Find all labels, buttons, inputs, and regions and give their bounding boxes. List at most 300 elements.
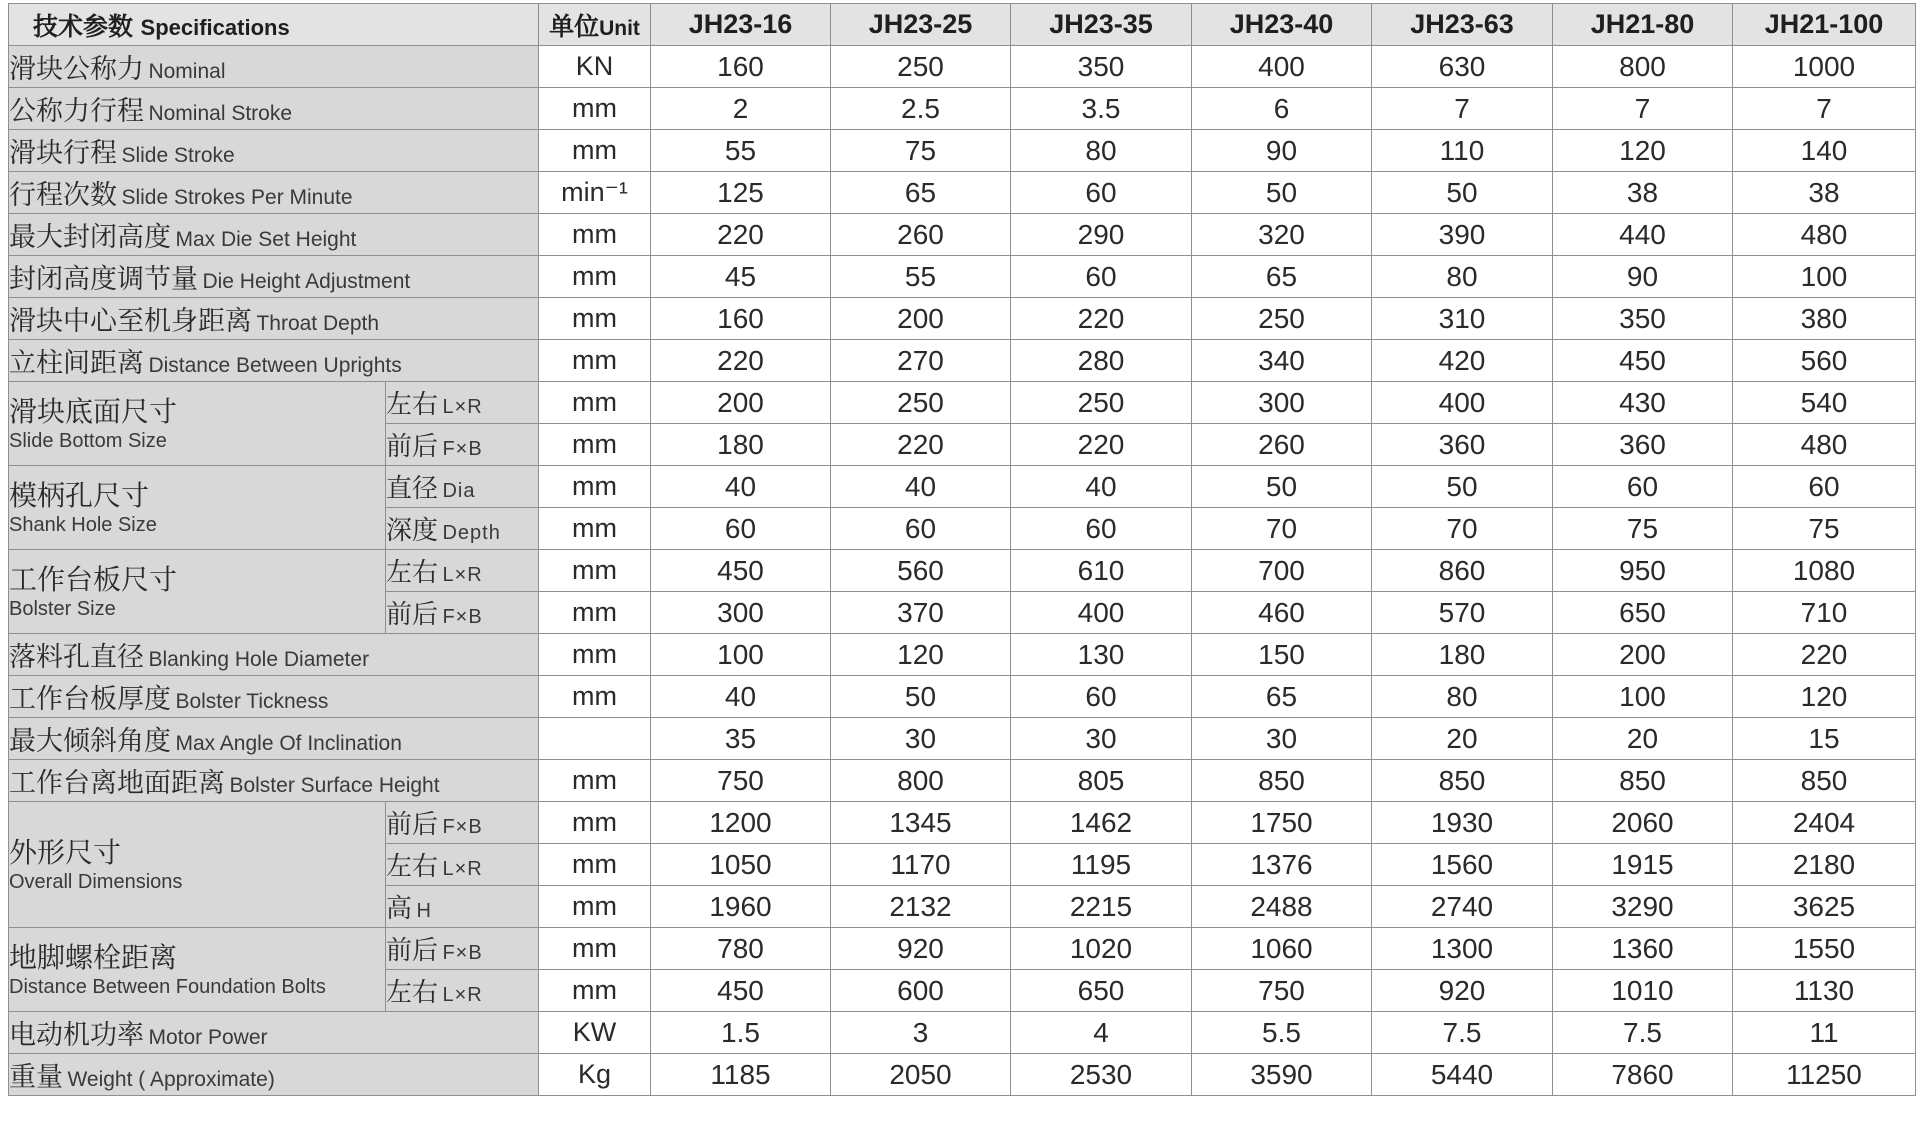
group-label (9, 466, 386, 550)
row-label-en: Bolster Surface Height (229, 774, 440, 797)
value-cell: 1060 (1192, 928, 1372, 970)
value-cell: 50 (1192, 466, 1372, 508)
value-cell: 7 (1733, 88, 1916, 130)
group-label (9, 382, 386, 466)
row-label-en: Max Angle Of Inclination (175, 732, 402, 755)
row-label-zh: 滑块行程 (9, 138, 117, 168)
value-cell: 1080 (1733, 550, 1916, 592)
value-cell: 3.5 (1011, 88, 1192, 130)
value-cell: 1550 (1733, 928, 1916, 970)
value-cell: 800 (831, 760, 1011, 802)
value-cell: 400 (1192, 46, 1372, 88)
group-label-zh: 地脚螺栓距离 (9, 941, 178, 973)
value-cell: 290 (1011, 214, 1192, 256)
value-cell: 570 (1372, 592, 1553, 634)
value-cell: 15 (1733, 718, 1916, 760)
value-cell: 60 (1011, 172, 1192, 214)
value-cell: 300 (1192, 382, 1372, 424)
row-label-zh: 落料孔直径 (9, 642, 144, 672)
sub-label-zh: 高 (386, 893, 413, 923)
value-cell: 75 (1733, 508, 1916, 550)
value-cell: 75 (831, 130, 1011, 172)
value-cell: 140 (1733, 130, 1916, 172)
value-cell: 50 (831, 676, 1011, 718)
sub-label-zh: 前后 (386, 935, 439, 965)
row-label-zh: 重量 (9, 1062, 63, 1092)
unit-cell: mm (539, 508, 651, 550)
sub-label-en: L×R (442, 396, 483, 418)
row-label (9, 760, 539, 802)
value-cell: 1195 (1011, 844, 1192, 886)
value-cell: 180 (651, 424, 831, 466)
value-cell: 100 (1553, 676, 1733, 718)
header-model: JH23-35 (1011, 4, 1192, 46)
row-label-zh: 最大封闭高度 (9, 222, 171, 252)
value-cell: 90 (1192, 130, 1372, 172)
sub-label-en: F×B (442, 816, 483, 838)
value-cell: 65 (1192, 676, 1372, 718)
row-label-zh: 滑块公称力 (9, 54, 144, 84)
unit-cell: mm (539, 928, 651, 970)
value-cell: 860 (1372, 550, 1553, 592)
value-cell: 1462 (1011, 802, 1192, 844)
value-cell: 600 (831, 970, 1011, 1012)
header-spec-zh: 技术参数 (33, 12, 134, 41)
header-model: JH23-16 (651, 4, 831, 46)
row-label-en: Slide Stroke (121, 144, 235, 167)
value-cell: 60 (831, 508, 1011, 550)
table-row (9, 88, 1916, 130)
header-model: JH21-80 (1553, 4, 1733, 46)
value-cell: 90 (1553, 256, 1733, 298)
value-cell: 340 (1192, 340, 1372, 382)
value-cell: 850 (1192, 760, 1372, 802)
sub-label-zh: 左右 (386, 851, 439, 881)
value-cell: 160 (651, 46, 831, 88)
value-cell: 250 (1011, 382, 1192, 424)
value-cell: 360 (1372, 424, 1553, 466)
row-label (9, 88, 539, 130)
table-body (9, 46, 1916, 1096)
row-label-en: Slide Strokes Per Minute (121, 186, 353, 209)
value-cell: 220 (651, 340, 831, 382)
value-cell: 60 (1011, 256, 1192, 298)
value-cell: 3 (831, 1012, 1011, 1054)
header-model: JH23-63 (1372, 4, 1553, 46)
value-cell: 180 (1372, 634, 1553, 676)
value-cell: 1930 (1372, 802, 1553, 844)
row-label (9, 256, 539, 298)
value-cell: 3590 (1192, 1054, 1372, 1096)
value-cell: 450 (651, 970, 831, 1012)
value-cell: 1170 (831, 844, 1011, 886)
value-cell: 2 (651, 88, 831, 130)
value-cell: 1560 (1372, 844, 1553, 886)
value-cell: 260 (831, 214, 1011, 256)
value-cell: 120 (1553, 130, 1733, 172)
sub-label-zh: 前后 (386, 809, 439, 839)
value-cell: 60 (1553, 466, 1733, 508)
value-cell: 40 (1011, 466, 1192, 508)
header-row (9, 4, 1916, 46)
value-cell: 55 (651, 130, 831, 172)
value-cell: 350 (1553, 298, 1733, 340)
row-label-en: Distance Between Uprights (148, 354, 402, 377)
value-cell: 280 (1011, 340, 1192, 382)
value-cell: 200 (831, 298, 1011, 340)
value-cell: 7.5 (1553, 1012, 1733, 1054)
value-cell: 40 (651, 466, 831, 508)
sub-label (386, 802, 539, 844)
value-cell: 5440 (1372, 1054, 1553, 1096)
unit-cell: mm (539, 130, 651, 172)
value-cell: 440 (1553, 214, 1733, 256)
value-cell: 7.5 (1372, 1012, 1553, 1054)
value-cell: 110 (1372, 130, 1553, 172)
value-cell: 780 (651, 928, 831, 970)
value-cell: 390 (1372, 214, 1553, 256)
value-cell: 100 (1733, 256, 1916, 298)
table-row (9, 214, 1916, 256)
unit-cell: KW (539, 1012, 651, 1054)
row-label-en: Weight ( Approximate) (67, 1068, 275, 1091)
row-label-en: Nominal Stroke (148, 102, 293, 125)
value-cell: 50 (1192, 172, 1372, 214)
value-cell: 1960 (651, 886, 831, 928)
row-label-zh: 公称力行程 (9, 96, 144, 126)
sub-label (386, 424, 539, 466)
value-cell: 75 (1553, 508, 1733, 550)
table-row (9, 928, 1916, 970)
value-cell: 1.5 (651, 1012, 831, 1054)
value-cell: 5.5 (1192, 1012, 1372, 1054)
value-cell: 370 (831, 592, 1011, 634)
group-label (9, 550, 386, 634)
row-label (9, 1054, 539, 1096)
sub-label (386, 928, 539, 970)
value-cell: 2060 (1553, 802, 1733, 844)
unit-cell: mm (539, 970, 651, 1012)
sub-label-en: F×B (442, 606, 483, 628)
unit-cell: mm (539, 256, 651, 298)
sub-label-zh: 前后 (386, 431, 439, 461)
value-cell: 60 (1011, 508, 1192, 550)
sub-label (386, 970, 539, 1012)
table-row (9, 718, 1916, 760)
value-cell: 560 (831, 550, 1011, 592)
value-cell: 1010 (1553, 970, 1733, 1012)
value-cell: 610 (1011, 550, 1192, 592)
value-cell: 30 (1011, 718, 1192, 760)
value-cell: 70 (1372, 508, 1553, 550)
sub-label (386, 550, 539, 592)
value-cell: 360 (1553, 424, 1733, 466)
sub-label-zh: 前后 (386, 599, 439, 629)
unit-cell: mm (539, 886, 651, 928)
value-cell: 1020 (1011, 928, 1192, 970)
table-row (9, 802, 1916, 844)
value-cell: 1000 (1733, 46, 1916, 88)
value-cell: 65 (1192, 256, 1372, 298)
row-label-zh: 立柱间距离 (9, 348, 144, 378)
value-cell: 2530 (1011, 1054, 1192, 1096)
unit-cell (539, 718, 651, 760)
value-cell: 1376 (1192, 844, 1372, 886)
value-cell: 55 (831, 256, 1011, 298)
value-cell: 38 (1553, 172, 1733, 214)
row-label (9, 214, 539, 256)
unit-cell: mm (539, 676, 651, 718)
table-row (9, 172, 1916, 214)
value-cell: 1300 (1372, 928, 1553, 970)
value-cell: 430 (1553, 382, 1733, 424)
value-cell: 270 (831, 340, 1011, 382)
row-label-en: Die Height Adjustment (202, 270, 411, 293)
unit-cell: mm (539, 466, 651, 508)
value-cell: 2740 (1372, 886, 1553, 928)
value-cell: 120 (831, 634, 1011, 676)
value-cell: 800 (1553, 46, 1733, 88)
group-label-zh: 外形尺寸 (9, 836, 122, 868)
value-cell: 3625 (1733, 886, 1916, 928)
header-unit-zh: 单位 (549, 12, 600, 41)
row-label-zh: 工作台离地面距离 (9, 768, 225, 798)
sub-label-en: F×B (442, 942, 483, 964)
value-cell: 30 (1192, 718, 1372, 760)
sub-label-en: Dia (442, 480, 476, 502)
unit-cell: mm (539, 634, 651, 676)
header-model: JH23-25 (831, 4, 1011, 46)
value-cell: 630 (1372, 46, 1553, 88)
unit-cell: mm (539, 340, 651, 382)
sub-label-zh: 深度 (386, 515, 439, 545)
value-cell: 220 (1733, 634, 1916, 676)
sub-label (386, 382, 539, 424)
sub-label-en: L×R (442, 564, 483, 586)
value-cell: 1050 (651, 844, 831, 886)
value-cell: 150 (1192, 634, 1372, 676)
value-cell: 120 (1733, 676, 1916, 718)
sub-label (386, 508, 539, 550)
value-cell: 250 (831, 46, 1011, 88)
sub-label-en: Depth (442, 522, 501, 544)
unit-cell: Kg (539, 1054, 651, 1096)
sub-label-zh: 直径 (386, 473, 439, 503)
value-cell: 950 (1553, 550, 1733, 592)
value-cell: 300 (651, 592, 831, 634)
value-cell: 2488 (1192, 886, 1372, 928)
value-cell: 1185 (651, 1054, 831, 1096)
group-label-en: Slide Bottom Size (9, 429, 167, 452)
value-cell: 65 (831, 172, 1011, 214)
group-label-zh: 工作台板尺寸 (9, 563, 178, 595)
value-cell: 4 (1011, 1012, 1192, 1054)
header-model: JH21-100 (1733, 4, 1916, 46)
value-cell: 250 (1192, 298, 1372, 340)
value-cell: 60 (1733, 466, 1916, 508)
sub-label-en: H (416, 900, 432, 922)
row-label-en: Nominal (148, 60, 226, 83)
group-label (9, 802, 386, 928)
table-row (9, 130, 1916, 172)
unit-cell: mm (539, 424, 651, 466)
unit-cell: mm (539, 760, 651, 802)
header-model: JH23-40 (1192, 4, 1372, 46)
row-label-zh: 行程次数 (9, 180, 117, 210)
value-cell: 700 (1192, 550, 1372, 592)
sub-label-zh: 左右 (386, 389, 439, 419)
value-cell: 45 (651, 256, 831, 298)
value-cell: 1750 (1192, 802, 1372, 844)
row-label-en: Blanking Hole Diameter (148, 648, 370, 671)
value-cell: 920 (831, 928, 1011, 970)
row-label-en: Throat Depth (256, 312, 380, 335)
value-cell: 70 (1192, 508, 1372, 550)
value-cell: 50 (1372, 172, 1553, 214)
value-cell: 220 (651, 214, 831, 256)
value-cell: 130 (1011, 634, 1192, 676)
value-cell: 480 (1733, 424, 1916, 466)
value-cell: 310 (1372, 298, 1553, 340)
value-cell: 200 (1553, 634, 1733, 676)
table-row (9, 1054, 1916, 1096)
row-label (9, 634, 539, 676)
value-cell: 30 (831, 718, 1011, 760)
value-cell: 805 (1011, 760, 1192, 802)
unit-cell: mm (539, 298, 651, 340)
value-cell: 420 (1372, 340, 1553, 382)
value-cell: 11250 (1733, 1054, 1916, 1096)
value-cell: 450 (1553, 340, 1733, 382)
value-cell: 320 (1192, 214, 1372, 256)
value-cell: 2180 (1733, 844, 1916, 886)
group-label-en: Distance Between Foundation Bolts (9, 975, 326, 998)
table-row (9, 634, 1916, 676)
row-label (9, 676, 539, 718)
value-cell: 850 (1553, 760, 1733, 802)
value-cell: 2215 (1011, 886, 1192, 928)
value-cell: 20 (1372, 718, 1553, 760)
header-specifications (9, 4, 539, 46)
row-label-zh: 封闭高度调节量 (9, 264, 198, 294)
value-cell: 540 (1733, 382, 1916, 424)
row-label-zh: 电动机功率 (9, 1020, 144, 1050)
value-cell: 350 (1011, 46, 1192, 88)
group-label-en: Bolster Size (9, 597, 116, 620)
value-cell: 450 (651, 550, 831, 592)
value-cell: 2404 (1733, 802, 1916, 844)
sub-label (386, 466, 539, 508)
value-cell: 400 (1372, 382, 1553, 424)
table-row (9, 256, 1916, 298)
value-cell: 2132 (831, 886, 1011, 928)
value-cell: 125 (651, 172, 831, 214)
value-cell: 6 (1192, 88, 1372, 130)
value-cell: 850 (1372, 760, 1553, 802)
specifications-table (8, 3, 1916, 1096)
group-label-zh: 模柄孔尺寸 (9, 479, 150, 511)
value-cell: 1915 (1553, 844, 1733, 886)
group-label (9, 928, 386, 1012)
value-cell: 220 (831, 424, 1011, 466)
value-cell: 750 (651, 760, 831, 802)
row-label (9, 130, 539, 172)
header-unit (539, 4, 651, 46)
value-cell: 220 (1011, 298, 1192, 340)
row-label (9, 46, 539, 88)
row-label-en: Bolster Tickness (175, 690, 329, 713)
row-label (9, 298, 539, 340)
row-label-en: Max Die Set Height (175, 228, 357, 251)
row-label (9, 340, 539, 382)
value-cell: 7 (1553, 88, 1733, 130)
table-row (9, 298, 1916, 340)
table-row (9, 466, 1916, 508)
value-cell: 1345 (831, 802, 1011, 844)
value-cell: 3290 (1553, 886, 1733, 928)
value-cell: 60 (1011, 676, 1192, 718)
value-cell: 38 (1733, 172, 1916, 214)
group-label-en: Overall Dimensions (9, 870, 183, 893)
table-row (9, 340, 1916, 382)
unit-cell: mm (539, 382, 651, 424)
value-cell: 460 (1192, 592, 1372, 634)
row-label (9, 1012, 539, 1054)
spec-sheet (8, 3, 1915, 1096)
sub-label (386, 886, 539, 928)
sub-label (386, 592, 539, 634)
value-cell: 1360 (1553, 928, 1733, 970)
value-cell: 35 (651, 718, 831, 760)
unit-cell: mm (539, 88, 651, 130)
unit-cell: mm (539, 214, 651, 256)
value-cell: 850 (1733, 760, 1916, 802)
unit-cell: mm (539, 844, 651, 886)
unit-cell: min⁻¹ (539, 172, 651, 214)
header-unit-en: Unit (599, 16, 640, 40)
unit-cell: mm (539, 592, 651, 634)
value-cell: 2050 (831, 1054, 1011, 1096)
row-label (9, 172, 539, 214)
value-cell: 60 (651, 508, 831, 550)
value-cell: 200 (651, 382, 831, 424)
row-label-zh: 滑块中心至机身距离 (9, 306, 252, 336)
table-row (9, 382, 1916, 424)
value-cell: 40 (831, 466, 1011, 508)
value-cell: 11 (1733, 1012, 1916, 1054)
value-cell: 40 (651, 676, 831, 718)
value-cell: 20 (1553, 718, 1733, 760)
value-cell: 650 (1553, 592, 1733, 634)
value-cell: 560 (1733, 340, 1916, 382)
unit-cell: mm (539, 550, 651, 592)
table-row (9, 550, 1916, 592)
table-row (9, 46, 1916, 88)
table-row (9, 1012, 1916, 1054)
table-row (9, 676, 1916, 718)
row-label-zh: 最大倾斜角度 (9, 726, 171, 756)
value-cell: 100 (651, 634, 831, 676)
value-cell: 750 (1192, 970, 1372, 1012)
table-row (9, 760, 1916, 802)
sub-label-zh: 左右 (386, 977, 439, 1007)
value-cell: 80 (1372, 676, 1553, 718)
group-label-en: Shank Hole Size (9, 513, 157, 536)
value-cell: 710 (1733, 592, 1916, 634)
sub-label (386, 844, 539, 886)
row-label (9, 718, 539, 760)
row-label-en: Motor Power (148, 1026, 268, 1049)
